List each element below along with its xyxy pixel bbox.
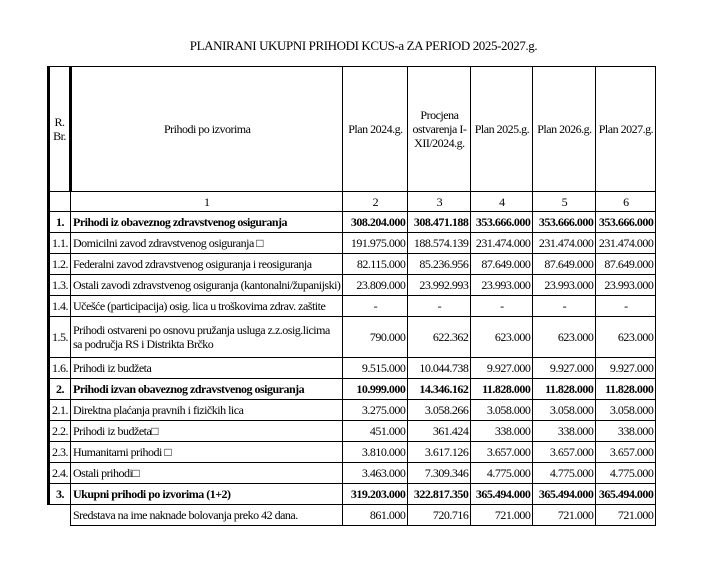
row-value: 188.574.139 [408,233,471,254]
row-value: 338.000 [596,421,656,442]
row-value: 3.463.000 [343,463,408,484]
row-value: 3.058.000 [471,400,533,421]
column-number: 4 [471,192,533,212]
row-label: Direktna plaćanja pravnih i fizičkih lica [71,400,343,421]
row-value: 11.828.000 [533,379,596,400]
row-value: 623.000 [596,317,656,358]
row-value: 861.000 [343,505,408,526]
row-value: - [533,296,596,317]
column-number-blank [49,192,71,212]
row-value: - [596,296,656,317]
row-value: 231.474.000 [533,233,596,254]
row-value: 451.000 [343,421,408,442]
row-value: 10.999.000 [343,379,408,400]
row-value: 191.975.000 [343,233,408,254]
row-value: - [408,296,471,317]
row-number: 1.3. [49,275,71,296]
row-value: 622.362 [408,317,471,358]
row-value: 3.058.000 [533,400,596,421]
row-value: 23.993.000 [533,275,596,296]
page-title: PLANIRANI UKUPNI PRIHODI KCUS-a ZA PERIOD 2025-2027.g. [189,38,538,53]
row-value: 3.058.000 [596,400,656,421]
row-value: 87.649.000 [533,254,596,275]
row-value: 623.000 [533,317,596,358]
row-value: 14.346.162 [408,379,471,400]
row-value: 9.515.000 [343,358,408,379]
row-number: 3. [49,484,71,505]
row-value: 3.058.266 [408,400,471,421]
row-number: 2.4. [49,463,71,484]
header-plan-2026: Plan 2026.g. [533,67,596,192]
row-number: 1. [49,212,71,233]
table-row [49,400,656,421]
row-label: Federalni zavod zdravstvenog osiguranja i reosiguranja [71,254,343,275]
column-numbers-row [49,192,656,212]
row-value: 11.828.000 [471,379,533,400]
row-value: 3.657.000 [596,442,656,463]
table-row [49,296,656,317]
column-number: 1 [71,192,343,212]
row-label: Prihodi iz obaveznog zdravstvenog osiguranja [71,212,343,233]
row-value: 10.044.738 [408,358,471,379]
row-value: 3.657.000 [471,442,533,463]
row-value: 365.494.000 [533,484,596,505]
row-value: 23.809.000 [343,275,408,296]
table-row [49,254,656,275]
row-value: - [343,296,408,317]
row-value: 3.657.000 [533,442,596,463]
row-value: 3.810.000 [343,442,408,463]
row-value: 3.617.126 [408,442,471,463]
row-value: 338.000 [471,421,533,442]
row-value: 721.000 [471,505,533,526]
header-plan-2027: Plan 2027.g. [596,67,656,192]
row-value: 365.494.000 [471,484,533,505]
header-row [49,67,656,192]
row-value: 353.666.000 [471,212,533,233]
table-row [49,275,656,296]
table-row [49,463,656,484]
row-value: 353.666.000 [596,212,656,233]
row-value: 9.927.000 [471,358,533,379]
row-value: 9.927.000 [596,358,656,379]
row-value: 87.649.000 [471,254,533,275]
row-number: 1.1. [49,233,71,254]
header-procjena: Procjena ostvarenja I-XII/2024.g. [408,67,471,192]
row-value: 82.115.000 [343,254,408,275]
table-row [49,484,656,505]
table-row [49,379,656,400]
row-value: 11.828.000 [596,379,656,400]
row-value: 3.275.000 [343,400,408,421]
row-value: 361.424 [408,421,471,442]
row-label: Učešće (participacija) osig. lica u troškovima zdrav. zaštite [71,296,343,317]
row-label: Prihodi izvan obaveznog zdravstvenog osiguranja [71,379,343,400]
row-value: 308.471.188 [408,212,471,233]
row-value: 790.000 [343,317,408,358]
table-row [49,442,656,463]
header-plan-2024: Plan 2024.g. [343,67,408,192]
table-row [49,358,656,379]
row-number: 2.3. [49,442,71,463]
table-row [49,212,656,233]
row-label: Prihodi ostvareni po osnovu pružanja usluga z.z.osig.licima sa područja RS i Distrikta Brčko [71,317,343,358]
row-value: 23.993.000 [471,275,533,296]
row-value: 720.716 [408,505,471,526]
row-value: 231.474.000 [471,233,533,254]
row-value: 721.000 [533,505,596,526]
row-value: 23.992.993 [408,275,471,296]
table-row [49,505,656,526]
revenue-table [47,66,656,526]
header-plan-2025: Plan 2025.g. [471,67,533,192]
row-label: Ostali prihodi□ [71,463,343,484]
row-value: 9.927.000 [533,358,596,379]
row-value: 4.775.000 [533,463,596,484]
row-label: Domicilni zavod zdravstvenog osiguranja □ [71,233,343,254]
table-row [49,421,656,442]
row-value: 353.666.000 [533,212,596,233]
row-value: 623.000 [471,317,533,358]
row-value: 4.775.000 [471,463,533,484]
row-number [49,505,71,526]
column-number: 5 [533,192,596,212]
row-value: 85.236.956 [408,254,471,275]
header-rbr: R. Br. [49,67,71,192]
row-value: 322.817.350 [408,484,471,505]
row-number: 1.2. [49,254,71,275]
table-row [49,317,656,358]
row-value: 308.204.000 [343,212,408,233]
row-value: 4.775.000 [596,463,656,484]
row-value: 338.000 [533,421,596,442]
column-number: 3 [408,192,471,212]
row-number: 1.4. [49,296,71,317]
table-row [49,233,656,254]
row-value: 319.203.000 [343,484,408,505]
row-label: Prihodi iz budžeta [71,358,343,379]
row-label: Sredstava na ime naknade bolovanja preko 42 dana. [71,505,343,526]
row-number: 1.5. [49,317,71,358]
row-label: Humanitarni prihodi □ [71,442,343,463]
row-number: 2.1. [49,400,71,421]
row-value: 87.649.000 [596,254,656,275]
row-value: 721.000 [596,505,656,526]
row-value: 365.494.000 [596,484,656,505]
row-value: 23.993.000 [596,275,656,296]
header-name: Prihodi po izvorima [71,67,343,192]
row-number: 2. [49,379,71,400]
column-number: 2 [343,192,408,212]
row-number: 2.2. [49,421,71,442]
row-label: Ostali zavodi zdravstvenog osiguranja (kantonalni/županijski) [71,275,343,296]
column-number: 6 [596,192,656,212]
row-value: 231.474.000 [596,233,656,254]
row-value: - [471,296,533,317]
row-label: Prihodi iz budžeta□ [71,421,343,442]
row-label: Ukupni prihodi po izvorima (1+2) [71,484,343,505]
row-value: 7.309.346 [408,463,471,484]
row-number: 1.6. [49,358,71,379]
